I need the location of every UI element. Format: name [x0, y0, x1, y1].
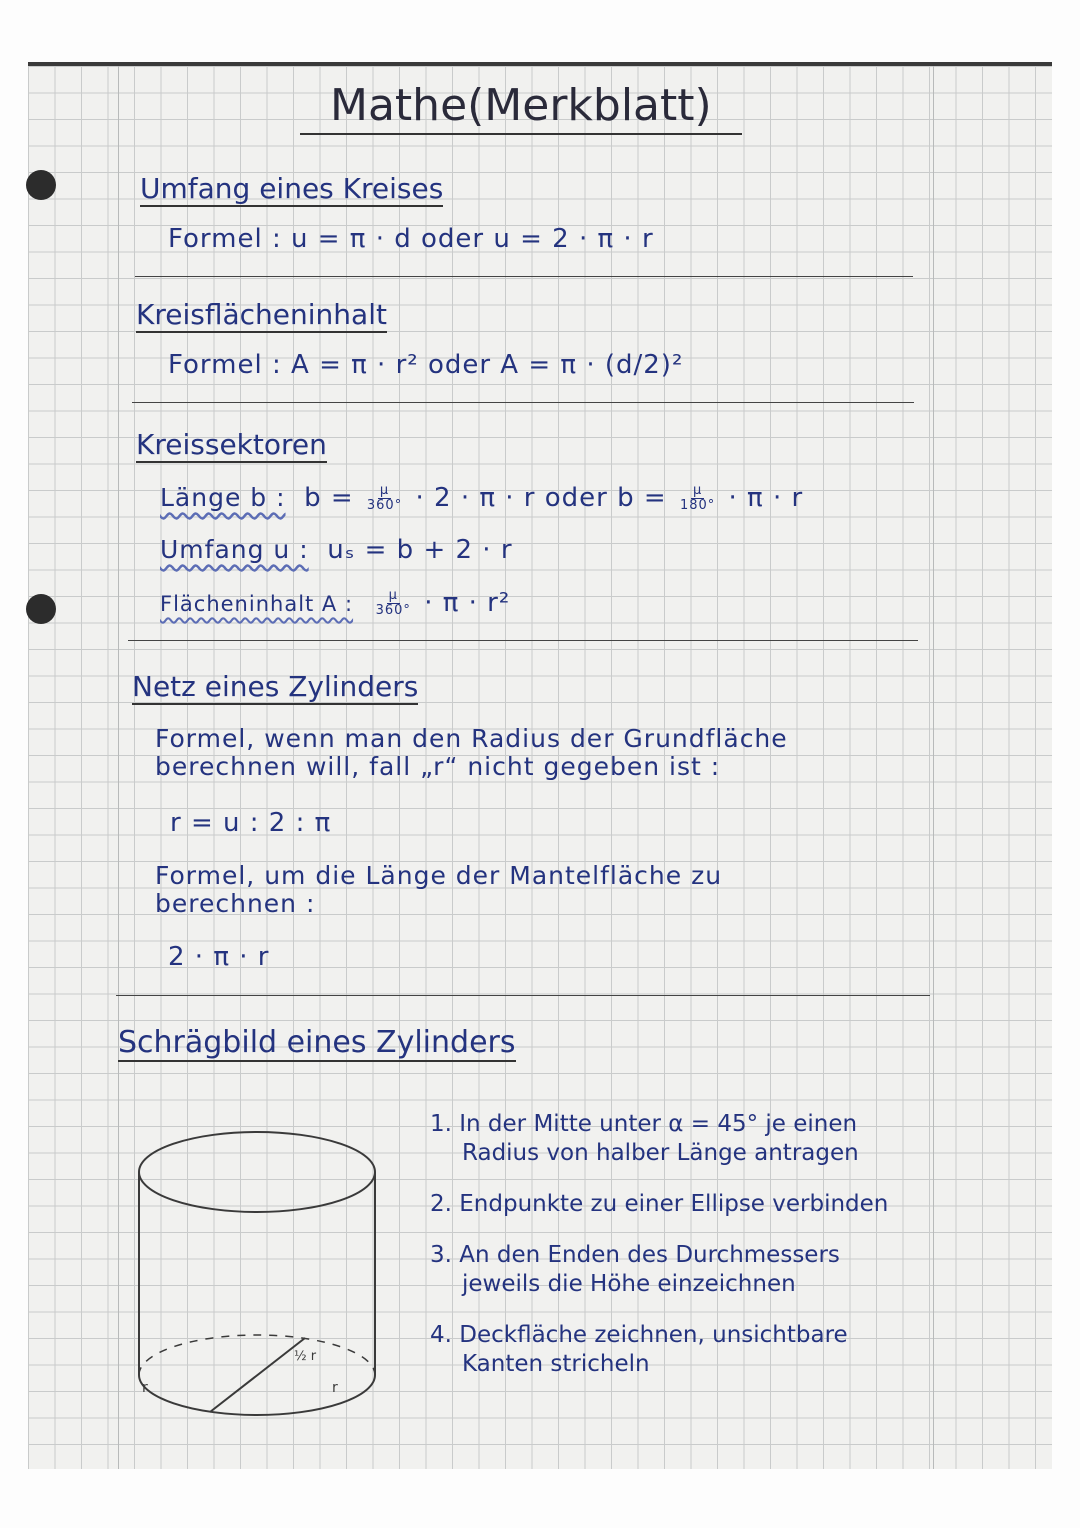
step-item	[430, 1241, 888, 1299]
netz-text-2	[155, 862, 722, 918]
step-text: An den Enden des Durchmessers	[459, 1242, 840, 1268]
label-half-r: ½ r	[294, 1349, 317, 1364]
formula-part: · 2 · π · r oder b =	[415, 483, 667, 513]
numerator: μ	[388, 588, 398, 603]
formula-kreisflaeche	[168, 350, 683, 380]
numerator: μ	[379, 483, 390, 498]
formula-laenge	[160, 483, 803, 513]
step-text: In der Mitte unter α = 45° je einen	[459, 1111, 858, 1137]
punch-hole	[26, 170, 56, 200]
netz-text-1	[155, 725, 788, 781]
divider	[128, 640, 918, 641]
punch-hole	[26, 594, 56, 624]
step-text: Kanten stricheln	[462, 1351, 650, 1377]
step-text: Deckfläche zeichnen, unsichtbare	[459, 1322, 848, 1348]
text-line: berechnen will, fall „r“ nicht gegeben ist :	[155, 752, 721, 781]
margin-line	[933, 66, 934, 1469]
formula-part: · π · r	[728, 483, 804, 513]
heading-umfang: Umfang eines Kreises	[140, 172, 444, 205]
step-text: Radius von halber Länge antragen	[462, 1140, 859, 1166]
heading-netz: Netz eines Zylinders	[132, 670, 419, 703]
label-r-left: r	[142, 1380, 148, 1396]
formula-text: A = π · r² oder A = π · (d/2)²	[291, 350, 684, 380]
numerator: μ	[692, 483, 703, 498]
formula-text: u = π · d oder u = 2 · π · r	[291, 224, 654, 254]
construction-steps	[430, 1110, 888, 1401]
step-text: Endpunkte zu einer Ellipse verbinden	[459, 1191, 889, 1217]
label-r-right: r	[332, 1380, 338, 1396]
step-text: jeweils die Höhe einzeichnen	[462, 1271, 796, 1297]
divider	[116, 995, 930, 996]
formula-text: · π · r²	[424, 588, 511, 618]
heading-schraegbild: Schrägbild eines Zylinders	[118, 1025, 516, 1060]
heading-kreisflaeche: Kreisflächeninhalt	[136, 298, 387, 331]
step-number: 3.	[430, 1242, 452, 1268]
fraction	[680, 484, 715, 513]
step-item	[430, 1321, 888, 1379]
formula-radius: r = u : 2 : π	[170, 808, 332, 838]
formula-sektor-flaeche	[160, 588, 510, 618]
margin-line	[118, 66, 119, 1469]
step-number: 2.	[430, 1191, 452, 1217]
page-title: Mathe(Merkblatt)	[300, 80, 742, 135]
label-flaeche: Flächeninhalt A :	[160, 592, 354, 616]
denominator: 360°	[366, 498, 403, 513]
formula-umfang	[168, 224, 654, 254]
step-number: 1.	[430, 1111, 452, 1137]
text-line: Formel, wenn man den Radius der Grundfläche	[155, 724, 788, 753]
denominator: 360°	[375, 603, 411, 618]
heading-kreissektoren: Kreissektoren	[136, 428, 327, 461]
fraction	[376, 589, 411, 618]
divider	[132, 402, 914, 403]
label-umfang: Umfang u :	[160, 535, 309, 564]
step-item	[430, 1110, 888, 1168]
fraction	[367, 484, 402, 513]
text-line: berechnen :	[155, 889, 316, 918]
formula-label: Formel :	[168, 224, 282, 254]
formula-part: b =	[304, 483, 354, 513]
label-laenge: Länge b :	[160, 483, 286, 512]
formula-label: Formel :	[168, 350, 282, 380]
denominator: 180°	[679, 498, 716, 513]
cylinder-drawing	[120, 1120, 390, 1430]
step-item	[430, 1190, 888, 1219]
divider	[135, 276, 913, 277]
formula-mantel: 2 · π · r	[168, 942, 270, 972]
formula-text: uₛ = b + 2 · r	[327, 535, 513, 565]
step-number: 4.	[430, 1322, 452, 1348]
formula-sektor-umfang	[160, 535, 513, 565]
text-line: Formel, um die Länge der Mantelfläche zu	[155, 861, 723, 890]
